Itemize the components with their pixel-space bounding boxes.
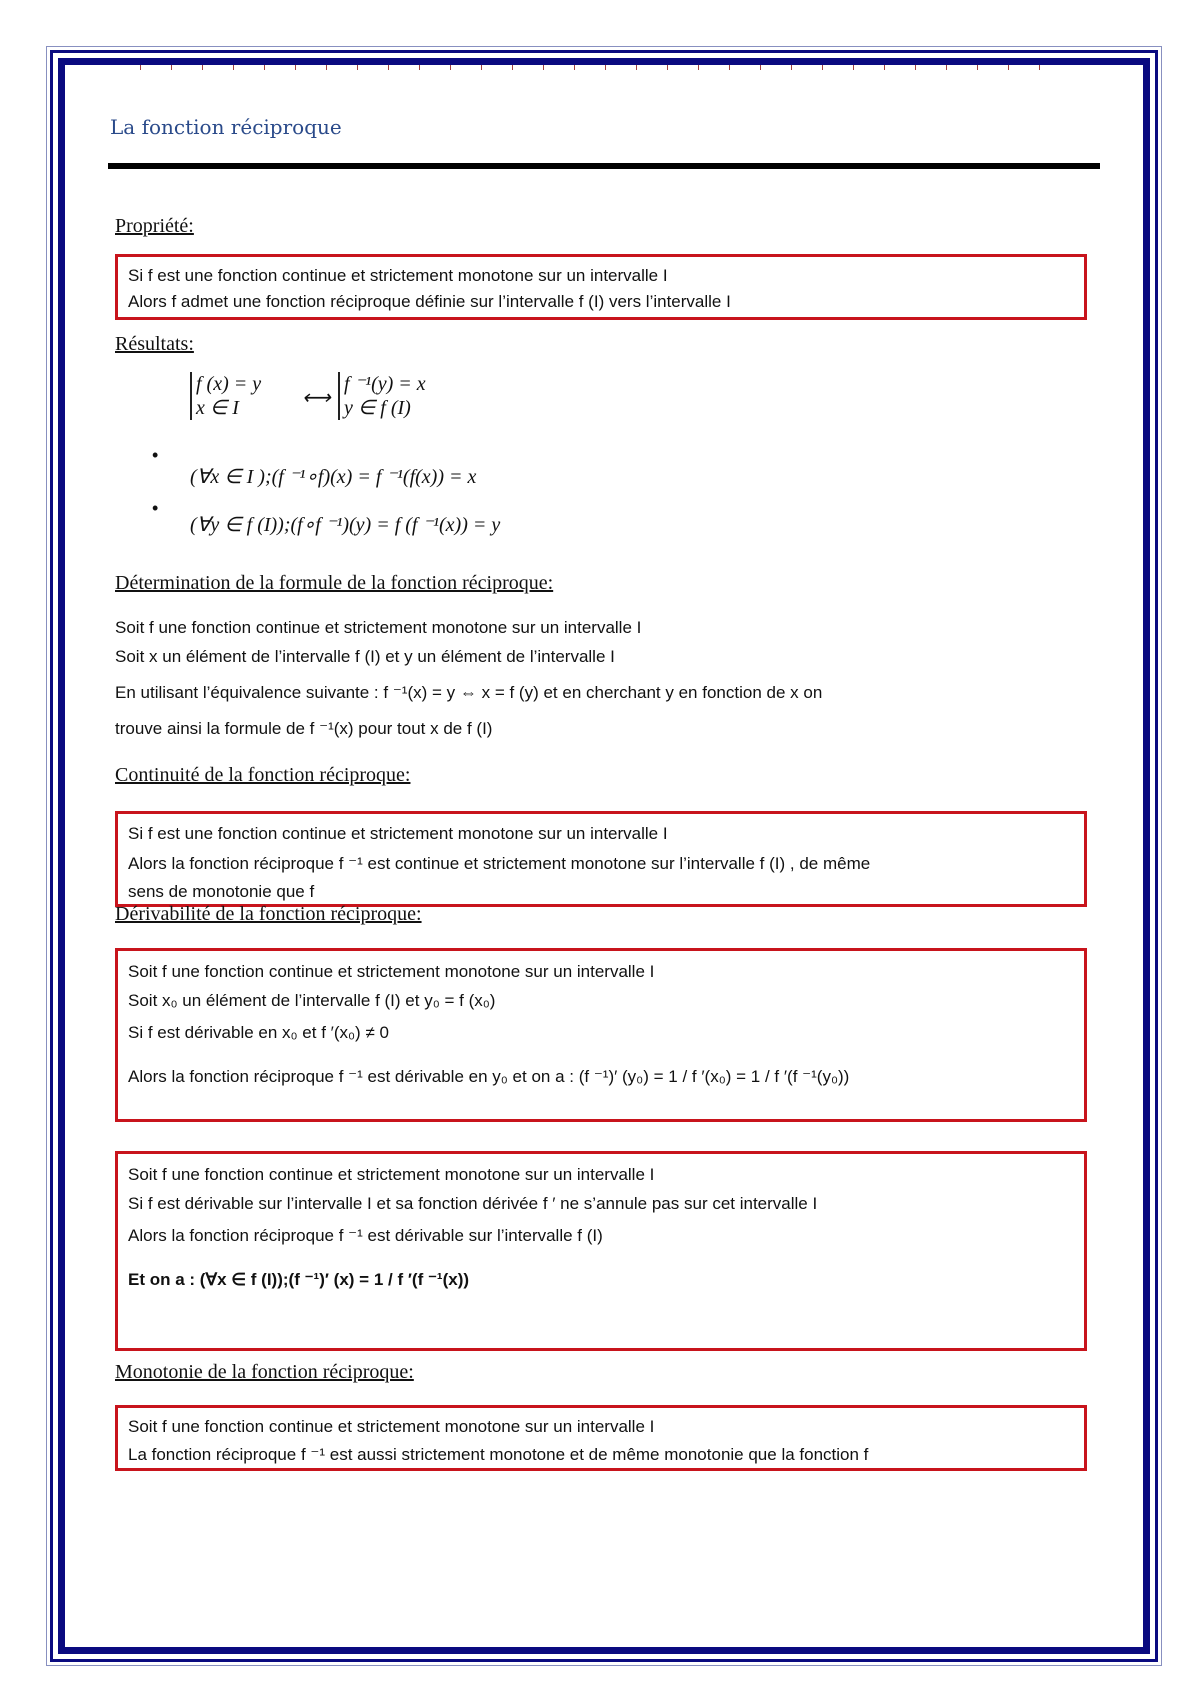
equivalence-arrow: ⟷: [302, 387, 331, 409]
system-right: [338, 372, 426, 420]
text-line: Soit x un élément de l’intervalle f (I) et y un élément de l’intervalle I: [115, 647, 615, 666]
equation: f ⁻¹(y) = x: [344, 373, 426, 395]
monotony-box: [115, 1405, 1087, 1471]
box-line: Si f est une fonction continue et strictement monotone sur un intervalle I: [128, 266, 668, 285]
heading-propriete: Propriété:: [115, 215, 194, 237]
box-line: Alors f admet une fonction réciproque définie sur l’intervalle f (I) vers l’intervalle I: [128, 292, 731, 311]
box-line: Soit f une fonction continue et strictement monotone sur un intervalle I: [128, 1417, 655, 1436]
heading-determination: Détermination de la formule de la fonction réciproque:: [115, 572, 554, 594]
box-line: Si f est dérivable sur l’intervalle I et sa fonction dérivée f ′ ne s’annule pas sur cet intervalle I: [128, 1194, 818, 1213]
equation: x ∈ I: [196, 397, 239, 419]
box-line: sens de monotonie que f: [128, 882, 315, 901]
heading-continuite: Continuité de la fonction réciproque:: [115, 764, 411, 786]
equation: f (x) = y: [196, 373, 262, 395]
text-line: Soit f une fonction continue et strictement monotone sur un intervalle I: [115, 618, 642, 637]
derivability-point-box: [115, 948, 1087, 1122]
system-left: [190, 372, 261, 420]
document-title: La fonction réciproque: [110, 115, 342, 139]
heading-monotonie: Monotonie de la fonction réciproque:: [115, 1361, 414, 1383]
box-line: Et on a : (∀x ∈ f (I));(f ⁻¹)′ (x) = 1 / f ′(f ⁻¹(x)): [128, 1270, 470, 1289]
border-ticks: [140, 65, 1040, 70]
bullet-icon: •: [152, 445, 159, 465]
box-line: Alors la fonction réciproque f ⁻¹ est dérivable sur l’intervalle f (I): [128, 1226, 603, 1245]
derivability-interval-box: [115, 1151, 1087, 1351]
text-line: trouve ainsi la formule de f ⁻¹(x) pour tout x de f (I): [115, 719, 493, 738]
box-line: Soit x₀ un élément de l’intervalle f (I) et y₀ = f (x₀): [128, 991, 496, 1010]
box-line: La fonction réciproque f ⁻¹ est aussi strictement monotone et de même monotonie que la fonction f: [128, 1445, 869, 1464]
text-line: En utilisant l’équivalence suivante : f ⁻¹(x) = y ⇔ x = f (y) et en cherchant y en fonction de x on: [115, 683, 823, 702]
heading-resultats: Résultats:: [115, 333, 194, 355]
result-formula-1: (∀x ∈ I );(f ⁻¹∘f)(x) = f ⁻¹(f(x)) = x: [190, 466, 477, 488]
title-rule: [108, 163, 1100, 169]
heading-derivabilite: Dérivabilité de la fonction réciproque:: [115, 903, 422, 925]
box-line: Soit f une fonction continue et strictement monotone sur un intervalle I: [128, 962, 655, 981]
box-line: Si f est dérivable en x₀ et f ′(x₀) ≠ 0: [128, 1023, 389, 1042]
box-line: Alors la fonction réciproque f ⁻¹ est continue et strictement monotone sur l’intervalle f (I) , de même: [128, 854, 871, 873]
continuity-box: [115, 811, 1087, 907]
box-line: Soit f une fonction continue et strictement monotone sur un intervalle I: [128, 1165, 655, 1184]
property-box: [115, 254, 1087, 320]
equation: y ∈ f (I): [344, 397, 411, 419]
box-line: Si f est une fonction continue et strictement monotone sur un intervalle I: [128, 824, 668, 843]
bullet-icon: •: [152, 498, 159, 518]
box-line: Alors la fonction réciproque f ⁻¹ est dérivable en y₀ et on a : (f ⁻¹)′ (y₀) = 1 / f ′(x₀) = 1 / f ′(f ⁻¹(y₀)): [128, 1067, 850, 1086]
result-formula-2: (∀y ∈ f (I));(f∘f ⁻¹)(y) = f (f ⁻¹(x)) = y: [190, 514, 501, 536]
